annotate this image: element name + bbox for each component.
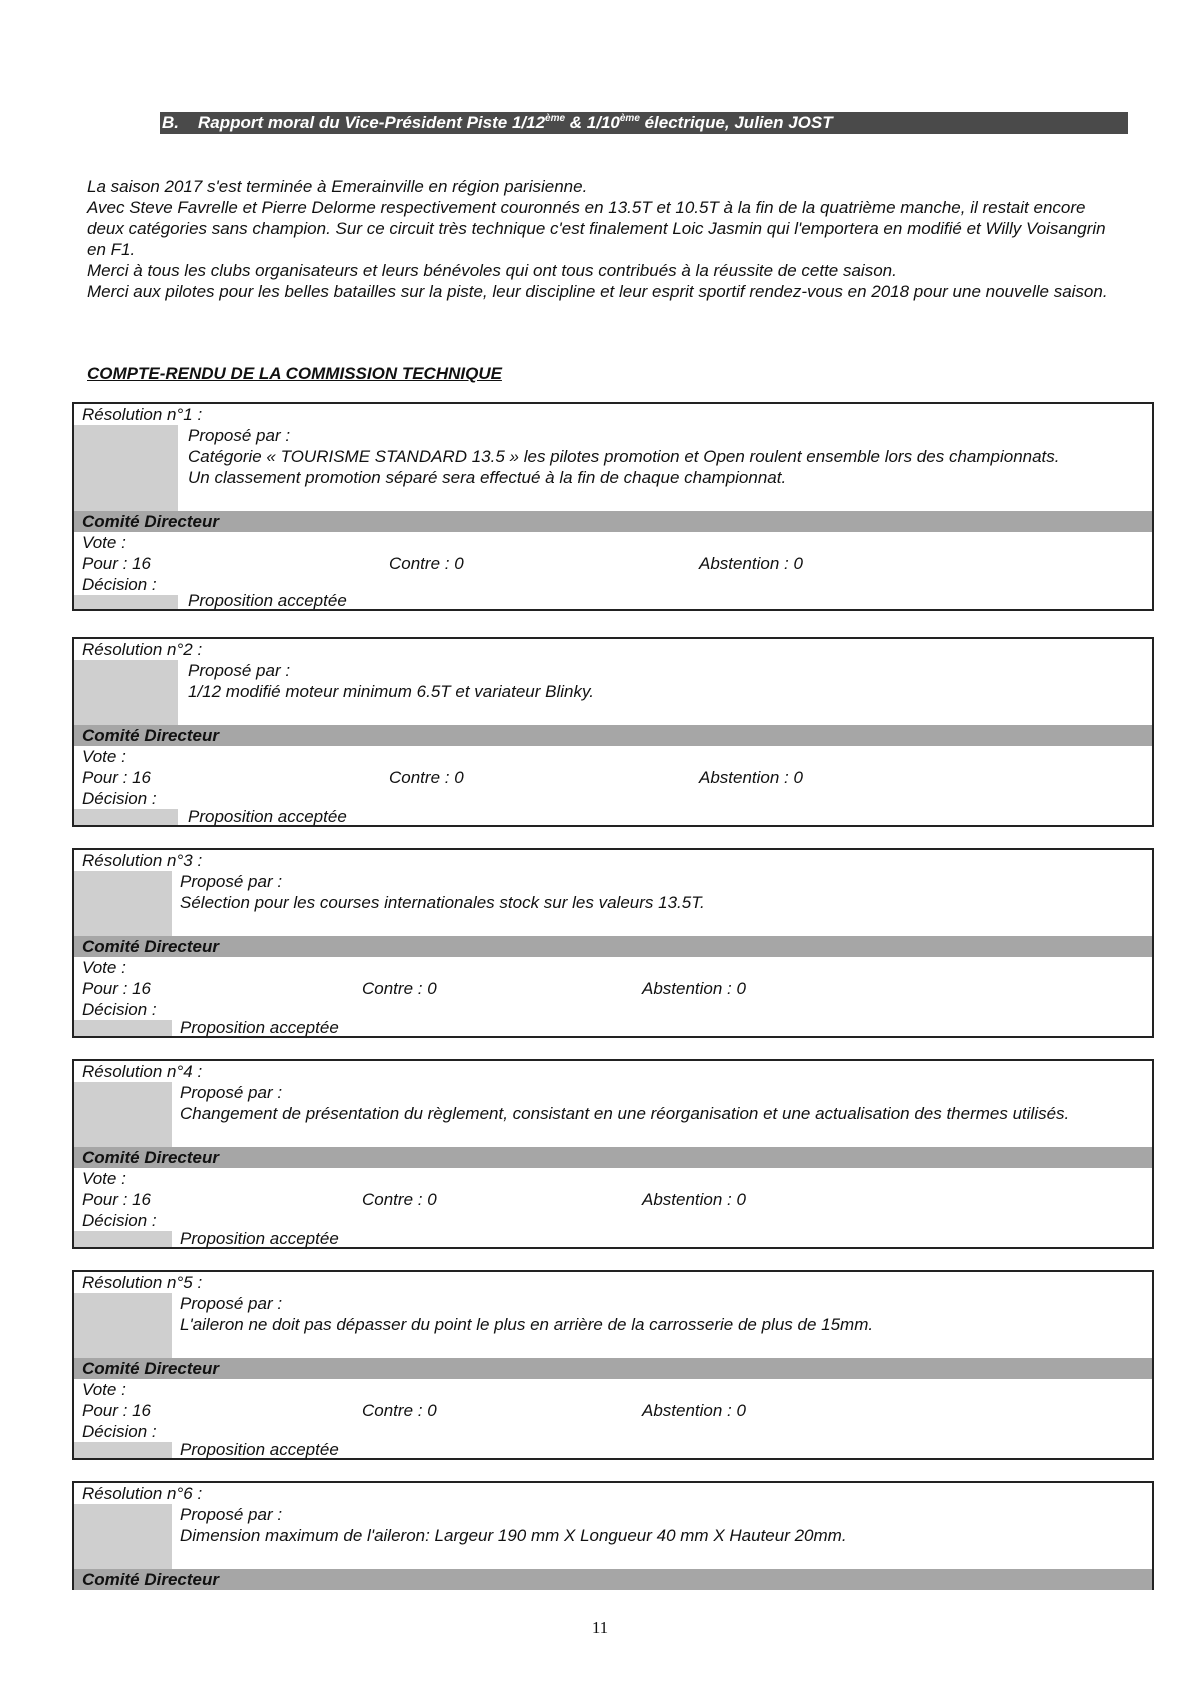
resolution-title: Résolution n°6 : [82, 1484, 203, 1503]
page-number: 11 [591, 1618, 609, 1637]
resolution-text: Sélection pour les courses internationales stock sur les valeurs 13.5T. [180, 893, 705, 912]
intro-text [87, 176, 1127, 302]
decision-value: Proposition acceptée [180, 1229, 339, 1248]
resolution-5 [72, 1270, 1154, 1460]
resolution-text: 1/12 modifié moteur minimum 6.5T et variateur Blinky. [188, 682, 594, 701]
resolution-4 [72, 1059, 1154, 1249]
comite-directeur-bar: Comité Directeur [74, 511, 1152, 532]
gray-cell [74, 871, 172, 936]
comite-directeur-bar: Comité Directeur [74, 1358, 1152, 1379]
resolution-title: Résolution n°1 : [82, 405, 203, 424]
section-letter: B. [162, 113, 179, 132]
decision-label: Décision : [82, 789, 157, 808]
gray-cell [74, 660, 178, 725]
intro-line: Merci aux pilotes pour les belles batailles sur la piste, leur discipline et leur esprit sportif rendez-vous en 2018 pour une nouvelle saison. [87, 282, 1108, 301]
section-title-part3: électrique, Julien JOST [639, 113, 833, 132]
proposed-by-label: Proposé par : [180, 1083, 283, 1102]
vote-label: Vote : [82, 747, 126, 766]
proposed-by-label: Proposé par : [180, 1294, 283, 1313]
decision-value: Proposition acceptée [180, 1440, 339, 1459]
decision-value: Proposition acceptée [188, 807, 347, 826]
resolution-title: Résolution n°4 : [82, 1062, 203, 1081]
vote-contre: Contre : 0 [389, 554, 464, 573]
comite-directeur-bar: Comité Directeur [74, 1569, 1152, 1590]
gray-cell [74, 425, 178, 511]
resolution-title: Résolution n°5 : [82, 1273, 203, 1292]
vote-abstention: Abstention : 0 [642, 979, 746, 998]
section-header [160, 112, 1128, 134]
vote-abstention: Abstention : 0 [642, 1401, 746, 1420]
vote-pour: Pour : 16 [82, 554, 151, 573]
vote-pour: Pour : 16 [82, 979, 151, 998]
resolution-6 [72, 1481, 1154, 1590]
vote-label: Vote : [82, 1169, 126, 1188]
resolution-title: Résolution n°3 : [82, 851, 203, 870]
gray-cell [74, 1082, 172, 1147]
resolution-3 [72, 848, 1154, 1038]
comite-directeur-bar: Comité Directeur [74, 1147, 1152, 1168]
proposed-by-label: Proposé par : [180, 1505, 283, 1524]
decision-label: Décision : [82, 1422, 157, 1441]
resolution-text: Un classement promotion séparé sera effectué à la fin de chaque championnat. [188, 468, 787, 487]
decision-label: Décision : [82, 1000, 157, 1019]
section-sup1: ème [545, 113, 566, 124]
vote-contre: Contre : 0 [362, 1401, 437, 1420]
intro-line: Merci à tous les clubs organisateurs et leurs bénévoles qui ont tous contribués à la réussite de cette saison. [87, 261, 897, 280]
vote-contre: Contre : 0 [362, 979, 437, 998]
proposed-by-label: Proposé par : [188, 661, 291, 680]
section-title-part1: Rapport moral du Vice-Président Piste 1/12 [198, 113, 546, 132]
vote-label: Vote : [82, 958, 126, 977]
gray-cell [74, 1020, 172, 1036]
resolution-1 [72, 402, 1154, 611]
comite-directeur-bar: Comité Directeur [74, 725, 1152, 746]
proposed-by-label: Proposé par : [188, 426, 291, 445]
intro-line: La saison 2017 s'est terminée à Emerainville en région parisienne. [87, 177, 588, 196]
gray-cell [74, 1231, 172, 1247]
resolution-title: Résolution n°2 : [82, 640, 203, 659]
gray-cell [74, 1293, 172, 1358]
gray-cell [74, 809, 178, 825]
resolution-text: Dimension maximum de l'aileron: Largeur 190 mm X Longueur 40 mm X Hauteur 20mm. [180, 1526, 847, 1545]
vote-pour: Pour : 16 [82, 768, 151, 787]
intro-line: Avec Steve Favrelle et Pierre Delorme respectivement couronnés en 13.5T et 10.5T à la fin de la quatrième manche, il restait encore deux catégories sans champion. Sur ce circuit très technique c'est finalement Loic Jasmin qui l'emportera en modifié et Willy Voisangrin en F1. [87, 198, 1106, 259]
vote-abstention: Abstention : 0 [699, 554, 803, 573]
vote-pour: Pour : 16 [82, 1401, 151, 1420]
commission-subtitle: COMPTE-RENDU DE LA COMMISSION TECHNIQUE [87, 364, 502, 383]
section-sup2: ème [619, 113, 640, 124]
vote-pour: Pour : 16 [82, 1190, 151, 1209]
vote-abstention: Abstention : 0 [699, 768, 803, 787]
proposed-by-label: Proposé par : [180, 872, 283, 891]
resolution-text: L'aileron ne doit pas dépasser du point le plus en arrière de la carrosserie de plus de 15mm. [180, 1315, 874, 1334]
vote-abstention: Abstention : 0 [642, 1190, 746, 1209]
decision-label: Décision : [82, 1211, 157, 1230]
decision-value: Proposition acceptée [180, 1018, 339, 1037]
resolution-2 [72, 637, 1154, 827]
resolution-text: Changement de présentation du règlement, consistant en une réorganisation et une actualisation des thermes utilisés. [180, 1104, 1070, 1123]
section-title-part2: & 1/10 [565, 113, 620, 132]
decision-value: Proposition acceptée [188, 591, 347, 610]
gray-cell [74, 1442, 172, 1458]
vote-label: Vote : [82, 1380, 126, 1399]
decision-label: Décision : [82, 575, 157, 594]
vote-label: Vote : [82, 533, 126, 552]
gray-cell [74, 595, 178, 609]
gray-cell [74, 1504, 172, 1569]
vote-contre: Contre : 0 [389, 768, 464, 787]
comite-directeur-bar: Comité Directeur [74, 936, 1152, 957]
vote-contre: Contre : 0 [362, 1190, 437, 1209]
resolution-text: Catégorie « TOURISME STANDARD 13.5 » les pilotes promotion et Open roulent ensemble lors des championnats. [188, 447, 1060, 466]
